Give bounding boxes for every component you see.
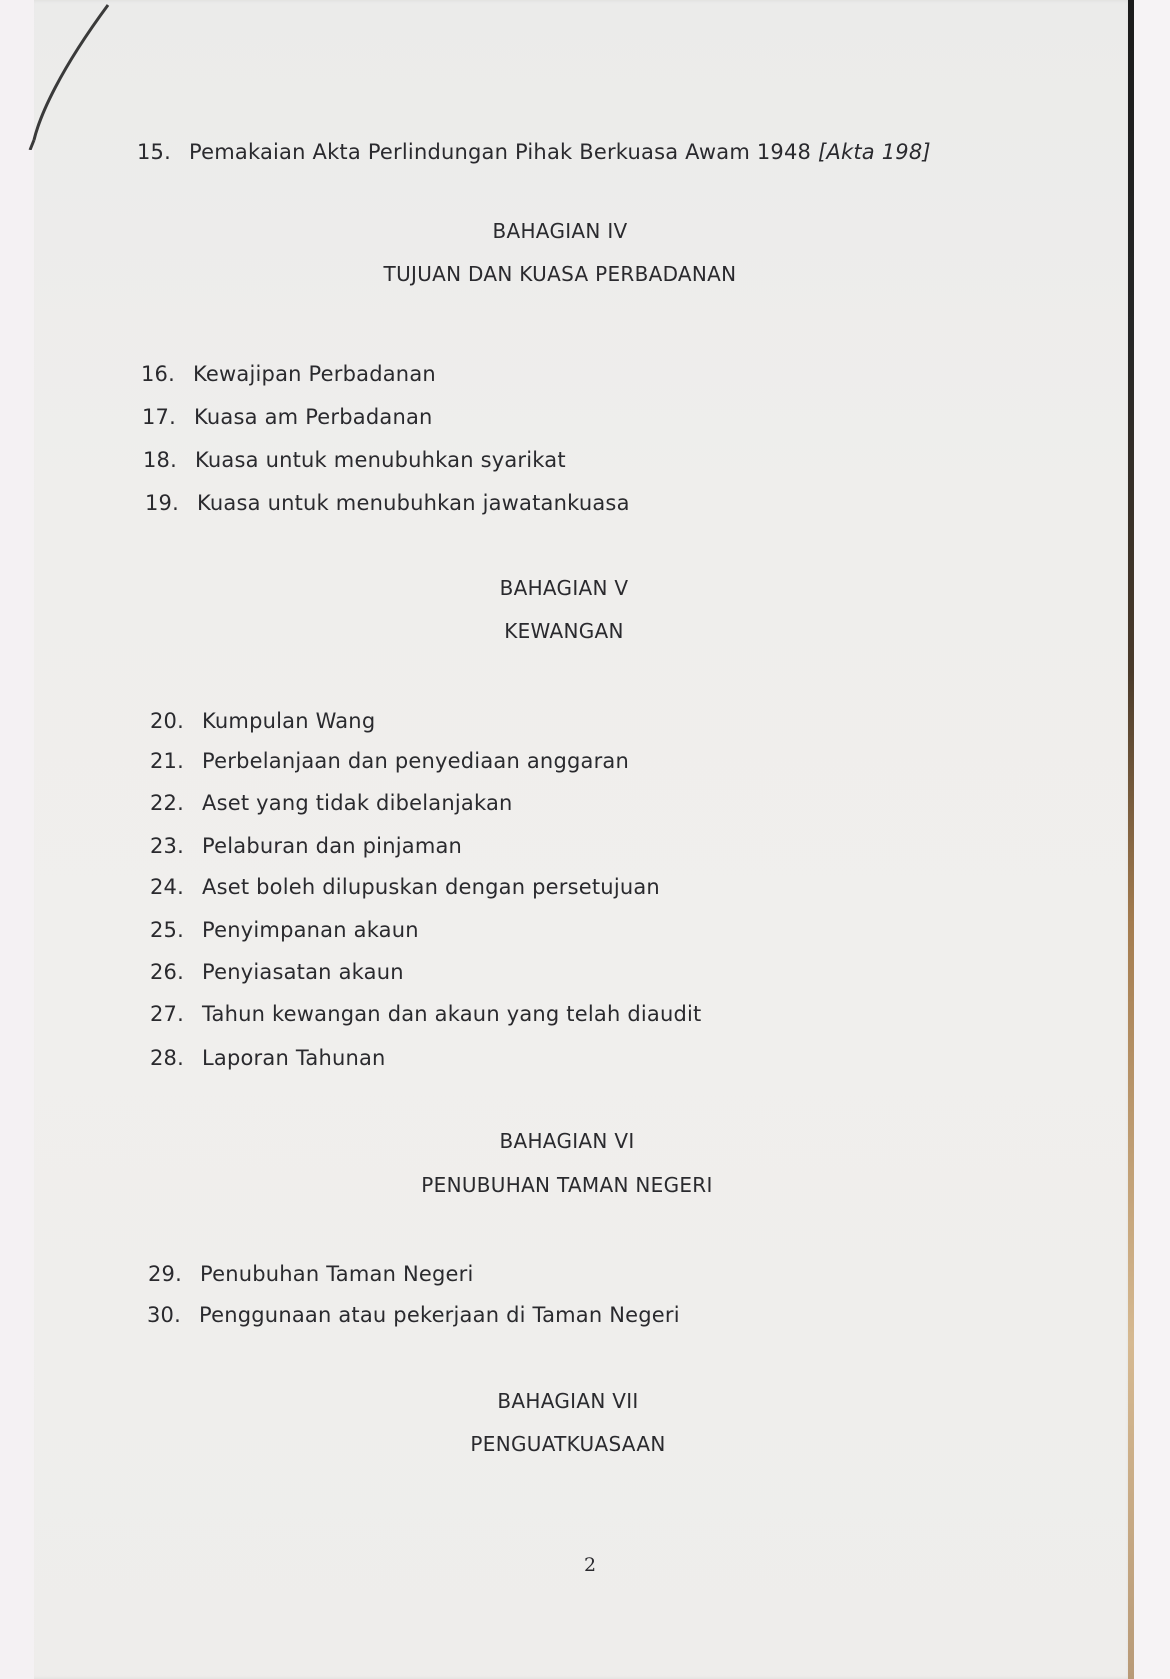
item-title: Penyiasatan akaun: [202, 960, 404, 984]
item-title: Kuasa untuk menubuhkan syarikat: [195, 448, 566, 472]
toc-item: [150, 1046, 386, 1070]
page-fold-mark: [0, 0, 140, 150]
toc-item: [141, 362, 436, 386]
item-number: 23.: [150, 834, 184, 858]
item-number: 18.: [143, 448, 177, 472]
item-number: 19.: [145, 491, 179, 515]
page-number: 2: [584, 1554, 597, 1576]
background-strip: [1134, 0, 1170, 1679]
item-number: 29.: [148, 1262, 182, 1286]
toc-item: [142, 405, 433, 429]
part-title: PENUBUHAN TAMAN NEGERI: [421, 1173, 713, 1197]
toc-item: [143, 448, 566, 472]
item-title: Kewajipan Perbadanan: [193, 362, 436, 386]
item-number: 16.: [141, 362, 175, 386]
item-title: Tahun kewangan dan akaun yang telah diaudit: [202, 1002, 702, 1026]
item-number: 28.: [150, 1046, 184, 1070]
item-title: Kumpulan Wang: [202, 709, 376, 733]
part-title: PENGUATKUASAAN: [470, 1432, 666, 1456]
item-title: Pemakaian Akta Perlindungan Pihak Berkuasa Awam 1948 [Akta 198]: [189, 140, 931, 164]
item-number: 15.: [137, 140, 171, 164]
item-title: Aset boleh dilupuskan dengan persetujuan: [202, 875, 660, 899]
item-title: Pelaburan dan pinjaman: [202, 834, 463, 858]
toc-item: [147, 1303, 680, 1327]
item-number: 30.: [147, 1303, 181, 1327]
item-title: Aset yang tidak dibelanjakan: [202, 791, 513, 815]
part-title: TUJUAN DAN KUASA PERBADANAN: [383, 262, 737, 286]
item-title: Penubuhan Taman Negeri: [200, 1262, 474, 1286]
toc-item: [145, 491, 630, 515]
item-number: 22.: [150, 791, 184, 815]
part-label: BAHAGIAN V: [499, 576, 629, 600]
item-number: 25.: [150, 918, 184, 942]
item-title: Penyimpanan akaun: [202, 918, 419, 942]
item-number: 17.: [142, 405, 176, 429]
toc-item: [150, 1002, 702, 1026]
item-number: 27.: [150, 1002, 184, 1026]
item-number: 20.: [150, 709, 184, 733]
part-label: BAHAGIAN IV: [492, 219, 628, 243]
toc-item: [150, 918, 419, 942]
item-title: Kuasa untuk menubuhkan jawatankuasa: [197, 491, 630, 515]
toc-item: [150, 834, 462, 858]
toc-item: [150, 709, 375, 733]
toc-item: [148, 1262, 474, 1286]
item-title: Kuasa am Perbadanan: [194, 405, 433, 429]
part-label: BAHAGIAN VII: [497, 1389, 639, 1413]
part-label: BAHAGIAN VI: [499, 1129, 635, 1153]
toc-item-15: [137, 140, 931, 164]
part-title: KEWANGAN: [504, 619, 624, 643]
item-number: 24.: [150, 875, 184, 899]
toc-item: [150, 791, 513, 815]
act-reference: [Akta 198]: [818, 140, 931, 164]
toc-item: [150, 875, 660, 899]
item-title: Perbelanjaan dan penyediaan anggaran: [202, 749, 629, 773]
toc-item: [150, 749, 629, 773]
item-title: Penggunaan atau pekerjaan di Taman Negeri: [199, 1303, 680, 1327]
toc-item: [150, 960, 404, 984]
item-number: 21.: [150, 749, 184, 773]
item-number: 26.: [150, 960, 184, 984]
item-title: Laporan Tahunan: [202, 1046, 386, 1070]
